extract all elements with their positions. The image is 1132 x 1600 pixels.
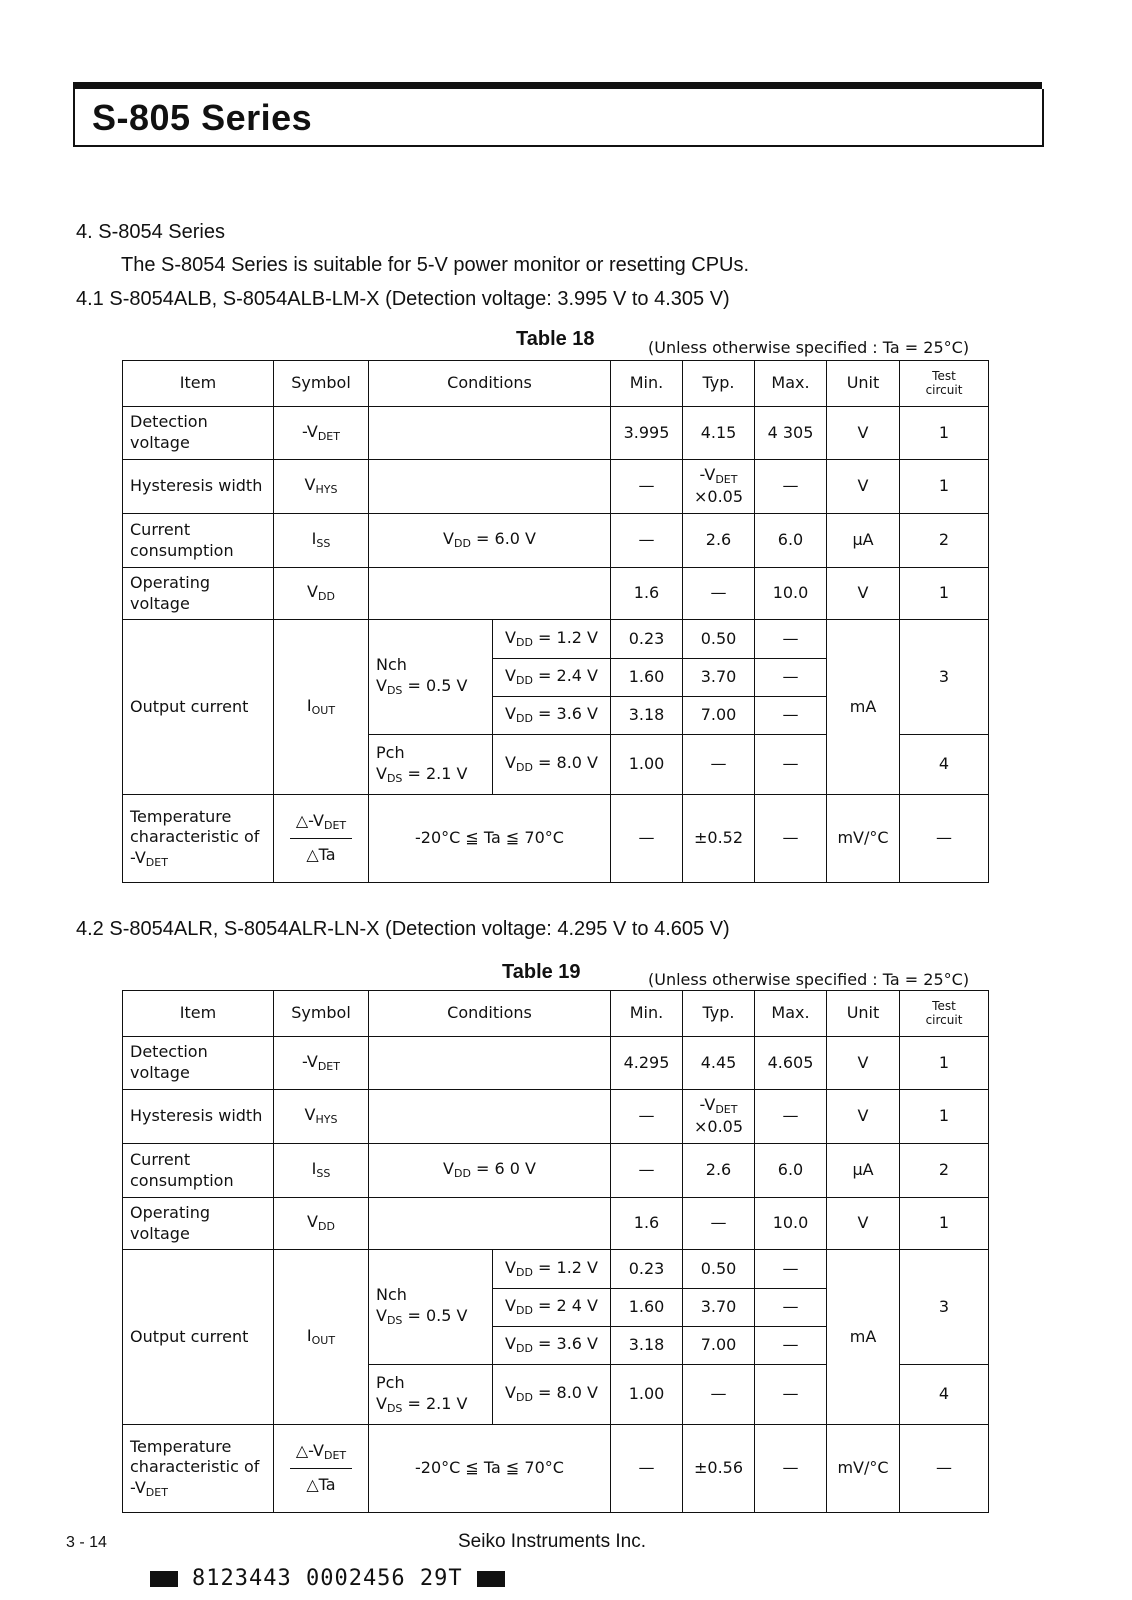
barcode-row (150, 1566, 505, 1591)
unit-value: V (827, 1090, 900, 1144)
test-circuit-value: 3 (900, 620, 989, 735)
typ-value: 0.50 (683, 1250, 755, 1289)
unit-value: μA (827, 1144, 900, 1198)
test-circuit-value: 1 (900, 1037, 989, 1090)
max-value: — (755, 1250, 827, 1289)
unit-value: V (827, 407, 900, 460)
header-typ: Typ. (683, 361, 755, 407)
typ-value: 4.15 (683, 407, 755, 460)
item-current-consumption: Current consumption (123, 514, 274, 568)
condition-nch: Nch $V_{DS} = 0.5$ V (369, 620, 493, 735)
section-4-intro: The S-8054 Series is suitable for 5-V power monitor or resetting CPUs. (121, 254, 750, 276)
test-circuit-value: 4 (900, 1365, 989, 1425)
table-row (123, 795, 989, 883)
test-circuit-value: 4 (900, 735, 989, 795)
company-name: Seiko Instruments Inc. (458, 1531, 646, 1552)
max-value: — (755, 1425, 827, 1513)
unit-value: μA (827, 514, 900, 568)
header-item: Item (123, 361, 274, 407)
symbol-iout: $I_{OUT}$ (274, 1250, 369, 1425)
header-min: Min. (611, 991, 683, 1037)
test-circuit-value: 2 (900, 1144, 989, 1198)
condition-nch: Nch $V_{DS} = 0.5$ V (369, 1250, 493, 1365)
max-value: — (755, 735, 827, 795)
unit-value: V (827, 1198, 900, 1250)
test-circuit-value: 1 (900, 407, 989, 460)
min-value: 3.995 (611, 407, 683, 460)
conditions-empty (369, 568, 611, 620)
min-value: 0.23 (611, 1250, 683, 1289)
table-18 (122, 360, 989, 883)
item-detection-voltage: Detection voltage (123, 1037, 274, 1090)
condition-vdd-3: $V_{DD} = 3.6$ V (493, 1327, 611, 1365)
max-value: 6.0 (755, 1144, 827, 1198)
item-operating-voltage: Operating voltage (123, 1198, 274, 1250)
table-row (123, 1250, 989, 1289)
unit-value: mV/°C (827, 795, 900, 883)
typ-value: $-V_{DET}$ ×0.05 (683, 1090, 755, 1144)
table-header-row (123, 361, 989, 407)
max-value: — (755, 1327, 827, 1365)
header-test-circuit: Test circuit (900, 991, 989, 1037)
section-4-heading: 4. S-8054 Series (76, 221, 225, 243)
typ-value: 3.70 (683, 1289, 755, 1327)
unit-value: mA (827, 620, 900, 795)
min-value: 4.295 (611, 1037, 683, 1090)
typ-value: 0.50 (683, 620, 755, 659)
symbol-vhys: $V_{HYS}$ (274, 460, 369, 514)
typ-value: 7.00 (683, 697, 755, 735)
table-18-note: (Unless otherwise specified : Ta = 25°C) (648, 338, 970, 357)
table-19-note: (Unless otherwise specified : Ta = 25°C) (648, 970, 970, 989)
section-4-1-heading: 4.1 S-8054ALB, S-8054ALB-LM-X (Detection voltage: 3.995 V to 4.305 V) (76, 288, 730, 310)
unit-value: V (827, 568, 900, 620)
max-value: 4 305 (755, 407, 827, 460)
unit-value: mA (827, 1250, 900, 1425)
min-value: 3.18 (611, 697, 683, 735)
min-value: 1.00 (611, 1365, 683, 1425)
item-temperature-characteristic: Temperature characteristic of $-V_{DET}$ (123, 1425, 274, 1513)
condition-vdd-4: $V_{DD} = 8.0$ V (493, 735, 611, 795)
condition-vdd-2: $V_{DD} = 2.4$ V (493, 659, 611, 697)
header-symbol: Symbol (274, 991, 369, 1037)
section-4-2-heading: 4.2 S-8054ALR, S-8054ALR-LN-X (Detection voltage: 4.295 V to 4.605 V) (76, 918, 730, 940)
symbol-temp-coefficient: $\triangle-V_{DET}$ △Ta (274, 795, 369, 883)
condition-pch: Pch $V_{DS} = 2.1$ V (369, 1365, 493, 1425)
item-temperature-characteristic: Temperature characteristic of $-V_{DET}$ (123, 795, 274, 883)
typ-value: $-V_{DET}$ ×0.05 (683, 460, 755, 514)
header-unit: Unit (827, 361, 900, 407)
test-circuit-value: 1 (900, 1090, 989, 1144)
table-19 (122, 990, 989, 1513)
table-18-caption: Table 18 (516, 328, 595, 350)
typ-value: ±0.52 (683, 795, 755, 883)
barcode-text: 8123443 0002456 29T (192, 1566, 463, 1591)
max-value: — (755, 659, 827, 697)
conditions-empty (369, 1198, 611, 1250)
conditions-empty (369, 460, 611, 514)
item-hysteresis-width: Hysteresis width (123, 1090, 274, 1144)
symbol-vdet: $-V_{DET}$ (274, 1037, 369, 1090)
min-value: — (611, 1425, 683, 1513)
header-symbol: Symbol (274, 361, 369, 407)
max-value: — (755, 620, 827, 659)
table-19-caption: Table 19 (502, 961, 581, 983)
typ-value: 3.70 (683, 659, 755, 697)
condition-vdd: $V_{DD} = 6$ 0 V (369, 1144, 611, 1198)
header-item: Item (123, 991, 274, 1037)
typ-value: — (683, 735, 755, 795)
typ-value: 7.00 (683, 1327, 755, 1365)
max-value: 6.0 (755, 514, 827, 568)
table-row (123, 407, 989, 460)
table-row (123, 568, 989, 620)
header-max: Max. (755, 991, 827, 1037)
max-value: 10.0 (755, 568, 827, 620)
table-row (123, 620, 989, 659)
min-value: — (611, 1144, 683, 1198)
header-min: Min. (611, 361, 683, 407)
series-title: S-805 Series (92, 97, 313, 138)
typ-value: 2.6 (683, 1144, 755, 1198)
conditions-empty (369, 1090, 611, 1144)
condition-temp-range: -20°C ≦ Ta ≦ 70°C (369, 795, 611, 883)
item-current-consumption: Current consumption (123, 1144, 274, 1198)
min-value: — (611, 795, 683, 883)
test-circuit-value: — (900, 1425, 989, 1513)
typ-value: 2.6 (683, 514, 755, 568)
max-value: — (755, 697, 827, 735)
table-row (123, 460, 989, 514)
test-circuit-value: 1 (900, 568, 989, 620)
min-value: — (611, 1090, 683, 1144)
min-value: 1.6 (611, 1198, 683, 1250)
symbol-iss: $I_{SS}$ (274, 514, 369, 568)
max-value: 10.0 (755, 1198, 827, 1250)
table-row (123, 1425, 989, 1513)
header-test-circuit: Test circuit (900, 361, 989, 407)
conditions-empty (369, 1037, 611, 1090)
typ-value: ±0.56 (683, 1425, 755, 1513)
condition-vdd-3: $V_{DD} = 3.6$ V (493, 697, 611, 735)
symbol-vdet: $-V_{DET}$ (274, 407, 369, 460)
max-value: — (755, 460, 827, 514)
symbol-vdd: $V_{DD}$ (274, 568, 369, 620)
typ-value: 4.45 (683, 1037, 755, 1090)
unit-value: V (827, 1037, 900, 1090)
conditions-empty (369, 407, 611, 460)
header-box (73, 89, 1044, 147)
table-row (123, 1090, 989, 1144)
test-circuit-value: 1 (900, 1198, 989, 1250)
min-value: — (611, 514, 683, 568)
symbol-vhys: $V_{HYS}$ (274, 1090, 369, 1144)
item-output-current: Output current (123, 620, 274, 795)
max-value: 4.605 (755, 1037, 827, 1090)
barcode-block-right (477, 1571, 505, 1587)
symbol-temp-coefficient: $\triangle-V_{DET}$ △Ta (274, 1425, 369, 1513)
header-max: Max. (755, 361, 827, 407)
table-header-row (123, 991, 989, 1037)
item-hysteresis-width: Hysteresis width (123, 460, 274, 514)
table-row (123, 1037, 989, 1090)
condition-temp-range: -20°C ≦ Ta ≦ 70°C (369, 1425, 611, 1513)
symbol-iss: $I_{SS}$ (274, 1144, 369, 1198)
header-conditions: Conditions (369, 991, 611, 1037)
header-conditions: Conditions (369, 361, 611, 407)
table-row (123, 514, 989, 568)
table-row (123, 1198, 989, 1250)
condition-pch: Pch $V_{DS} = 2.1$ V (369, 735, 493, 795)
symbol-iout: $I_{OUT}$ (274, 620, 369, 795)
condition-vdd-4: $V_{DD} = 8.0$ V (493, 1365, 611, 1425)
page-number: 3 - 14 (66, 1534, 107, 1551)
header-typ: Typ. (683, 991, 755, 1037)
test-circuit-value: — (900, 795, 989, 883)
test-circuit-value: 3 (900, 1250, 989, 1365)
symbol-vdd: $V_{DD}$ (274, 1198, 369, 1250)
item-output-current: Output current (123, 1250, 274, 1425)
barcode-block-left (150, 1571, 178, 1587)
max-value: — (755, 1090, 827, 1144)
item-operating-voltage: Operating voltage (123, 568, 274, 620)
condition-vdd-1: $V_{DD} = 1.2$ V (493, 1250, 611, 1289)
min-value: 1.6 (611, 568, 683, 620)
typ-value: — (683, 1198, 755, 1250)
min-value: — (611, 460, 683, 514)
header-rule (73, 82, 1042, 89)
min-value: 3.18 (611, 1327, 683, 1365)
max-value: — (755, 1289, 827, 1327)
unit-value: mV/°C (827, 1425, 900, 1513)
typ-value: — (683, 568, 755, 620)
item-detection-voltage: Detection voltage (123, 407, 274, 460)
test-circuit-value: 2 (900, 514, 989, 568)
max-value: — (755, 1365, 827, 1425)
max-value: — (755, 795, 827, 883)
min-value: 0.23 (611, 620, 683, 659)
min-value: 1.60 (611, 1289, 683, 1327)
header-unit: Unit (827, 991, 900, 1037)
test-circuit-value: 1 (900, 460, 989, 514)
min-value: 1.60 (611, 659, 683, 697)
typ-value: — (683, 1365, 755, 1425)
table-row (123, 1144, 989, 1198)
condition-vdd-2: $V_{DD} = 2$ 4 V (493, 1289, 611, 1327)
min-value: 1.00 (611, 735, 683, 795)
condition-vdd: $V_{DD} = 6.0$ V (369, 514, 611, 568)
unit-value: V (827, 460, 900, 514)
condition-vdd-1: $V_{DD} = 1.2$ V (493, 620, 611, 659)
